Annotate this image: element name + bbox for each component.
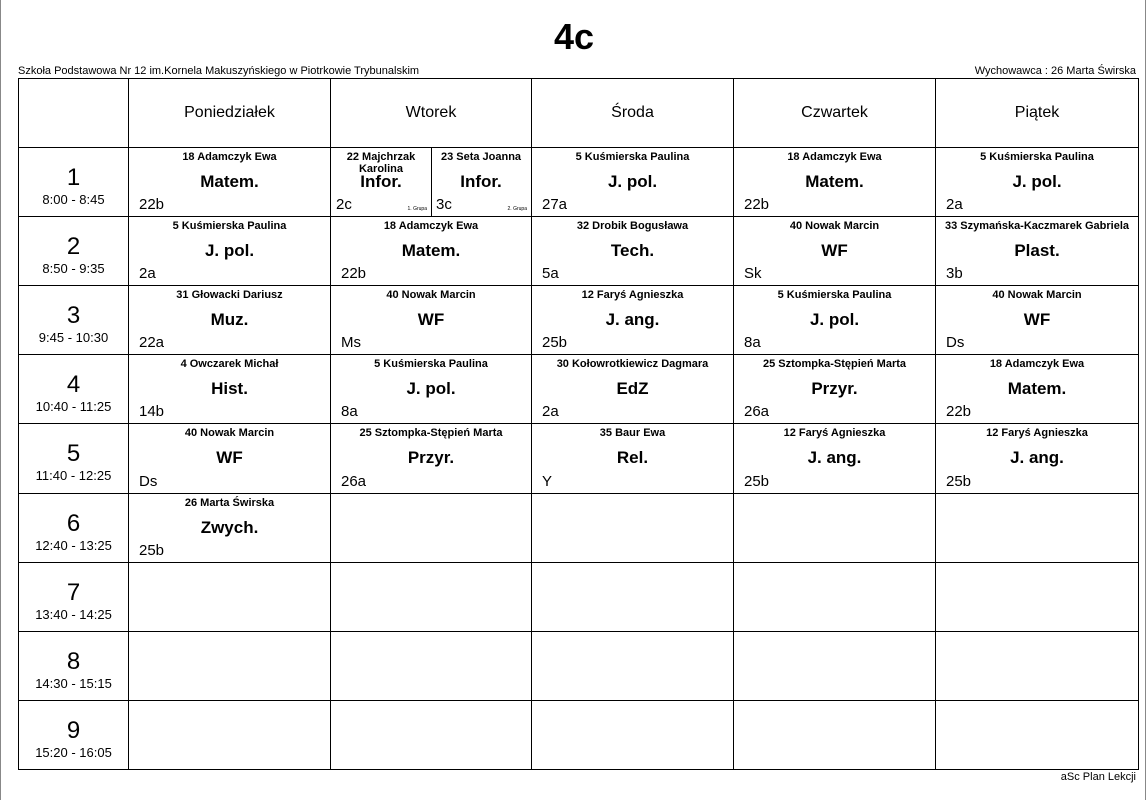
- day-header-tuesday: Wtorek: [331, 79, 532, 148]
- period-number: 2: [66, 233, 81, 261]
- lesson-subject: Plast.: [1014, 241, 1060, 261]
- lesson-cell: [734, 217, 936, 286]
- empty-cell: [532, 700, 734, 769]
- period-number: 1: [66, 164, 81, 192]
- lesson-subject: J. ang.: [1010, 448, 1064, 468]
- lesson-teacher: 5 Kuśmierska Paulina: [777, 289, 892, 302]
- lesson-subject: WF: [417, 310, 445, 330]
- empty-cell: [129, 562, 331, 631]
- lesson-teacher: 33 Szymańska-Kaczmarek Gabriela: [944, 220, 1130, 233]
- lesson-teacher: 18 Adamczyk Ewa: [787, 151, 882, 164]
- lesson-room: 8a: [341, 403, 358, 421]
- empty-cell: [532, 562, 734, 631]
- lesson-subject: WF: [1023, 310, 1051, 330]
- group-lesson: [331, 148, 432, 216]
- lesson-teacher: 22 Majchrzak Karolina: [346, 151, 416, 176]
- day-header-thursday: Czwartek: [734, 79, 936, 148]
- lesson-subject: Przyr.: [407, 448, 455, 468]
- lesson-teacher: 5 Kuśmierska Paulina: [980, 151, 1094, 164]
- empty-cell: [734, 562, 936, 631]
- lesson-room: 2a: [542, 403, 559, 421]
- lesson-room: 2a: [946, 196, 963, 214]
- lesson-teacher: 12 Faryś Agnieszka: [581, 289, 684, 302]
- lesson-cell: [331, 355, 532, 424]
- lesson-subject: Tech.: [610, 241, 655, 261]
- lesson-room: Sk: [744, 265, 762, 283]
- lesson-teacher: 40 Nowak Marcin: [184, 427, 275, 440]
- lesson-subject: J. pol.: [406, 379, 456, 399]
- timetable: [18, 78, 1139, 770]
- lesson-subject: J. pol.: [809, 310, 860, 330]
- empty-cell: [936, 562, 1139, 631]
- lesson-cell: [331, 424, 532, 493]
- lesson-cell: [734, 355, 936, 424]
- period-time: 15:20 - 16:05: [35, 744, 112, 760]
- lesson-cell: [734, 424, 936, 493]
- lesson-cell: [734, 286, 936, 355]
- lesson-teacher: 23 Seta Joanna: [440, 151, 522, 164]
- lesson-group: 1. Grupa: [407, 206, 427, 213]
- lesson-cell: [129, 493, 331, 562]
- period-time: 14:30 - 15:15: [35, 675, 112, 691]
- period-row-8: [19, 631, 1139, 700]
- empty-cell: [331, 700, 532, 769]
- empty-cell: [936, 493, 1139, 562]
- group-lesson: [431, 148, 531, 216]
- period-cell: [19, 286, 129, 355]
- lesson-teacher: 5 Kuśmierska Paulina: [374, 358, 488, 371]
- lesson-room: 25b: [542, 334, 568, 352]
- lesson-teacher: 18 Adamczyk Ewa: [989, 358, 1085, 371]
- period-number: 6: [66, 509, 81, 537]
- empty-cell: [331, 562, 532, 631]
- lesson-group: 2. Grupa: [507, 206, 527, 213]
- period-cell: [19, 424, 129, 493]
- lesson-teacher: 40 Nowak Marcin: [789, 220, 880, 233]
- lesson-teacher: 4 Owczarek Michał: [180, 358, 279, 371]
- period-row-4: [19, 355, 1139, 424]
- empty-cell: [331, 631, 532, 700]
- lesson-teacher: 12 Faryś Agnieszka: [783, 427, 886, 440]
- empty-cell: [734, 631, 936, 700]
- lesson-subject: J. pol.: [204, 241, 255, 261]
- lesson-subject: WF: [821, 241, 848, 261]
- lesson-room: 3b: [946, 265, 963, 283]
- lesson-cell: [936, 148, 1139, 217]
- lesson-cell: [532, 355, 734, 424]
- lesson-subject: Rel.: [616, 448, 649, 468]
- period-cell: [19, 217, 129, 286]
- period-number: 5: [66, 440, 81, 468]
- period-time: 11:40 - 12:25: [35, 468, 112, 484]
- lesson-room: 22b: [341, 265, 367, 283]
- class-title: 4c: [553, 16, 595, 57]
- lesson-cell: [532, 217, 734, 286]
- lesson-subject: Matem.: [401, 241, 461, 261]
- lesson-subject: Matem.: [805, 172, 864, 192]
- lesson-cell: [331, 217, 532, 286]
- lesson-teacher: 5 Kuśmierska Paulina: [172, 220, 287, 233]
- lesson-room: 22b: [946, 403, 972, 421]
- lesson-cell: [129, 424, 331, 493]
- lesson-cell: [129, 286, 331, 355]
- lesson-teacher: 5 Kuśmierska Paulina: [575, 151, 690, 164]
- period-row-3: [19, 286, 1139, 355]
- lesson-cell: [532, 424, 734, 493]
- period-time: 12:40 - 13:25: [35, 537, 112, 553]
- period-number: 7: [66, 578, 81, 606]
- lesson-room: 26a: [341, 472, 367, 490]
- period-row-2: [19, 217, 1139, 286]
- lesson-teacher: 31 Głowacki Dariusz: [176, 289, 283, 302]
- period-time: 8:50 - 9:35: [42, 261, 105, 277]
- period-time: 13:40 - 14:25: [35, 606, 112, 622]
- lesson-teacher: 26 Marta Świrska: [184, 496, 275, 509]
- lesson-room: 2c: [336, 196, 352, 214]
- empty-cell: [532, 631, 734, 700]
- page-edge-left: [0, 0, 1, 800]
- period-cell: [19, 562, 129, 631]
- period-number: 9: [66, 716, 81, 744]
- lesson-subject: EdZ: [616, 379, 649, 399]
- lesson-subject: WF: [216, 448, 243, 468]
- lesson-subject: J. pol.: [1012, 172, 1062, 192]
- lesson-cell: [532, 286, 734, 355]
- lesson-subject: Zwych.: [200, 517, 259, 537]
- footer-credit: aSc Plan Lekcji: [1060, 771, 1136, 783]
- period-cell: [19, 631, 129, 700]
- day-header-friday: Piątek: [936, 79, 1139, 148]
- empty-cell: [331, 493, 532, 562]
- lesson-room: 26a: [744, 403, 770, 421]
- period-cell: [19, 355, 129, 424]
- lesson-room: Ds: [139, 472, 158, 490]
- lesson-subject: J. ang.: [807, 448, 862, 468]
- period-number: 3: [66, 302, 81, 330]
- lesson-teacher: 40 Nowak Marcin: [992, 289, 1082, 302]
- lesson-cell: [331, 286, 532, 355]
- period-number: 4: [66, 371, 81, 399]
- lesson-cell: [734, 148, 936, 217]
- lesson-subject: J. ang.: [605, 310, 660, 330]
- lesson-cell-split: [331, 148, 532, 217]
- empty-cell: [532, 493, 734, 562]
- lesson-room: 14b: [139, 403, 165, 421]
- period-time: 9:45 - 10:30: [38, 330, 109, 346]
- lesson-teacher: 35 Baur Ewa: [599, 427, 666, 440]
- lesson-room: 25b: [946, 472, 972, 490]
- period-cell: [19, 493, 129, 562]
- period-number: 8: [66, 647, 81, 675]
- period-row-7: [19, 562, 1139, 631]
- lesson-subject: Infor.: [360, 172, 402, 192]
- lesson-cell: [936, 424, 1139, 493]
- lesson-cell: [129, 148, 331, 217]
- lesson-room: 22b: [744, 196, 770, 214]
- day-header-wednesday: Środa: [532, 79, 734, 148]
- period-cell: [19, 148, 129, 217]
- lesson-room: Ds: [946, 334, 965, 352]
- period-cell: [19, 700, 129, 769]
- lesson-cell: [936, 217, 1139, 286]
- lesson-teacher: 12 Faryś Agnieszka: [986, 427, 1088, 440]
- lesson-room: Y: [542, 472, 553, 490]
- empty-cell: [936, 700, 1139, 769]
- lesson-cell: [936, 286, 1139, 355]
- lesson-subject: Muz.: [210, 310, 249, 330]
- corner-cell: [19, 79, 129, 148]
- lesson-room: 8a: [744, 334, 761, 352]
- period-row-6: [19, 493, 1139, 562]
- lesson-room: 22a: [139, 334, 165, 352]
- lesson-subject: Matem.: [1007, 379, 1067, 399]
- period-time: 8:00 - 8:45: [42, 192, 105, 208]
- lesson-room: 25b: [139, 541, 165, 559]
- day-header-monday: Poniedziałek: [129, 79, 331, 148]
- lesson-teacher: 32 Drobik Bogusława: [576, 220, 689, 233]
- lesson-cell: [129, 217, 331, 286]
- lesson-teacher: 25 Sztompka-Stępień Marta: [359, 427, 503, 440]
- lesson-teacher: 18 Adamczyk Ewa: [182, 151, 277, 164]
- lesson-subject: Matem.: [200, 172, 259, 192]
- lesson-subject: J. pol.: [607, 172, 658, 192]
- lesson-room: 5a: [542, 265, 559, 283]
- empty-cell: [936, 631, 1139, 700]
- lesson-teacher: 40 Nowak Marcin: [386, 289, 476, 302]
- period-row-9: [19, 700, 1139, 769]
- lesson-room: 22b: [139, 196, 165, 214]
- period-row-5: [19, 424, 1139, 493]
- period-time: 10:40 - 11:25: [35, 399, 112, 415]
- empty-cell: [734, 700, 936, 769]
- empty-cell: [129, 700, 331, 769]
- lesson-room: Ms: [341, 334, 361, 352]
- lesson-room: 2a: [139, 265, 156, 283]
- lesson-teacher: 18 Adamczyk Ewa: [383, 220, 479, 233]
- lesson-room: 25b: [744, 472, 770, 490]
- lesson-subject: Infor.: [460, 172, 502, 192]
- lesson-teacher: 30 Kołowrotkiewicz Dagmara: [556, 358, 709, 371]
- lesson-subject: Hist.: [211, 379, 248, 399]
- school-name: Szkoła Podstawowa Nr 12 im.Kornela Makuszyńskiego w Piotrkowie Trybunalskim: [18, 65, 420, 77]
- page-edge-right: [1145, 0, 1146, 800]
- lesson-teacher: 25 Sztompka-Stępień Marta: [762, 358, 907, 371]
- empty-cell: [129, 631, 331, 700]
- day-header-row: [19, 79, 1139, 148]
- empty-cell: [734, 493, 936, 562]
- lesson-subject: Przyr.: [811, 379, 858, 399]
- lesson-cell: [936, 355, 1139, 424]
- lesson-cell: [532, 148, 734, 217]
- homeroom-teacher: Wychowawca : 26 Marta Świrska: [974, 65, 1136, 77]
- lesson-cell: [129, 355, 331, 424]
- lesson-room: 3c: [436, 196, 452, 214]
- lesson-room: 27a: [542, 196, 568, 214]
- period-row-1: [19, 148, 1139, 217]
